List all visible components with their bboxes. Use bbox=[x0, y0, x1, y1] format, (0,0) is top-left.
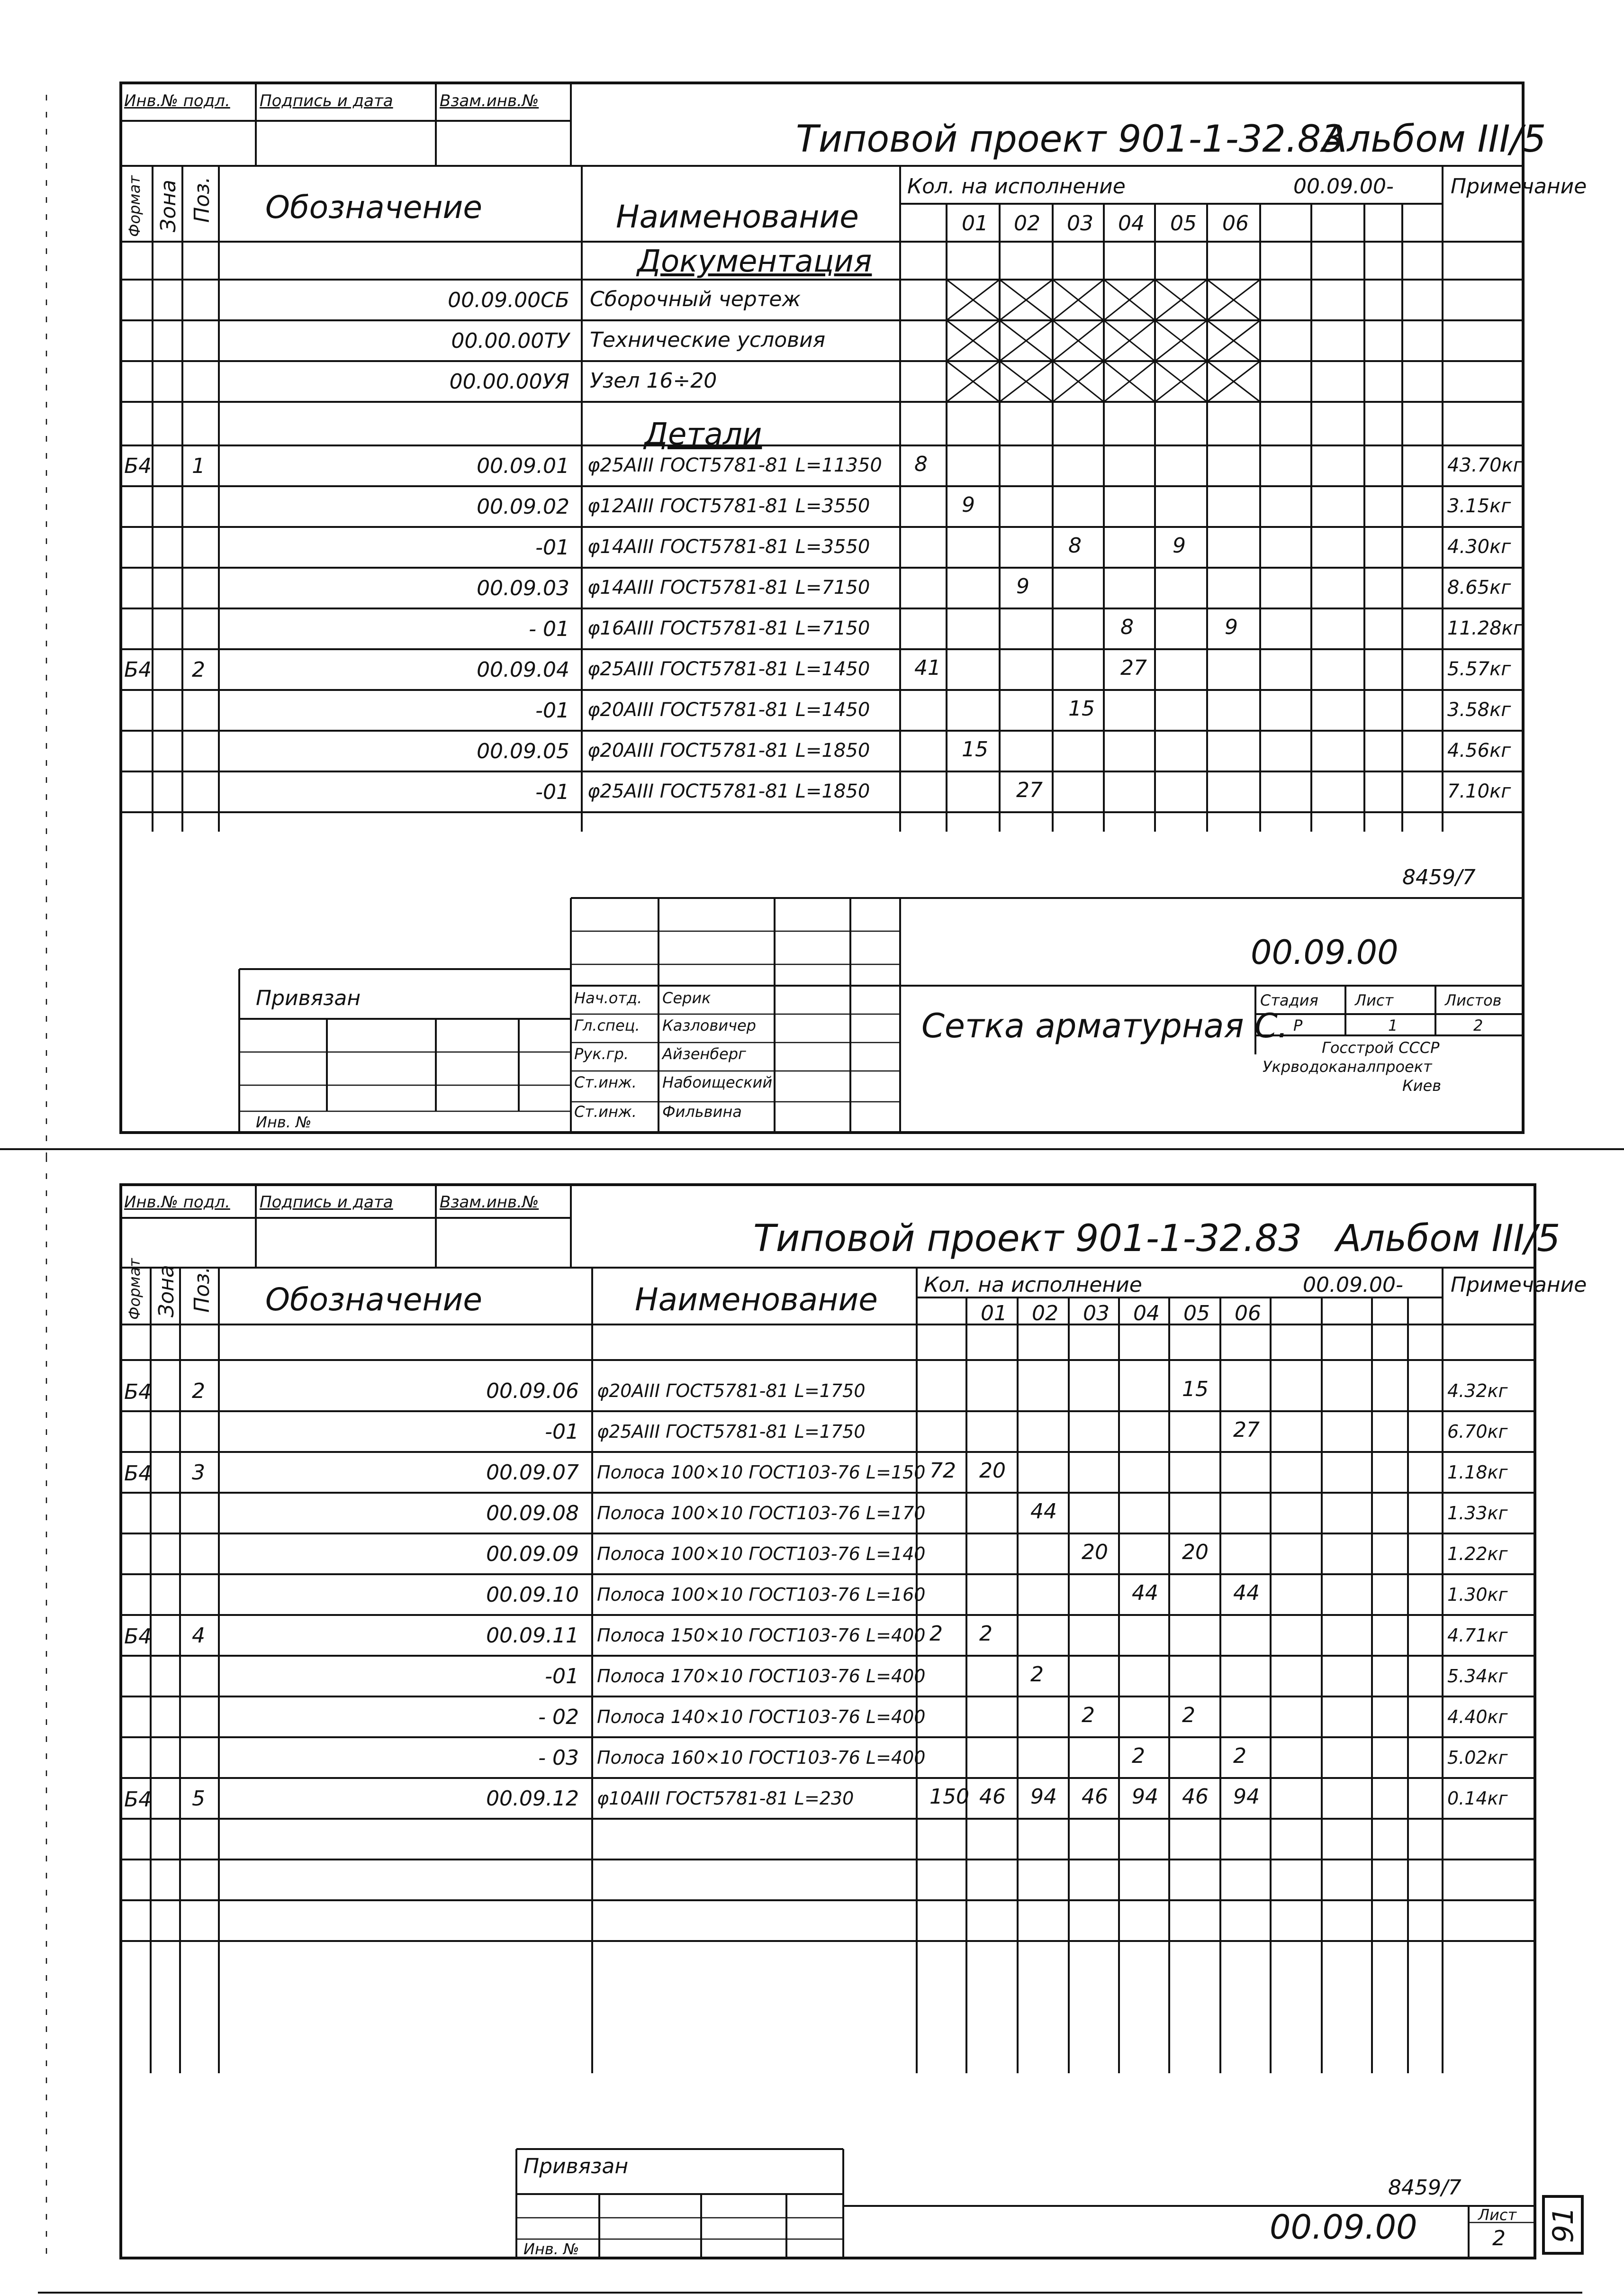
org-line-2: Укрводоканалпроект bbox=[1263, 1058, 1432, 1076]
col-pos-2: Поз. bbox=[190, 1266, 214, 1313]
part-mass: 1.33кг bbox=[1447, 1503, 1508, 1524]
col-zone-2: Зона bbox=[154, 1265, 179, 1317]
part-designation: 00.09.08 bbox=[486, 1501, 579, 1525]
corner-replace-label: Взам.инв.№ bbox=[440, 91, 539, 110]
part-name: φ25АIII ГОСТ5781-81 L=1750 bbox=[597, 1421, 866, 1442]
part-mass: 6.70кг bbox=[1447, 1421, 1508, 1442]
inv-no-label: Инв. № bbox=[256, 1113, 312, 1131]
part-quantity: 2 bbox=[929, 1622, 943, 1646]
part-quantity: 8 bbox=[914, 452, 928, 476]
album-label: Альбом III/5 bbox=[1322, 118, 1546, 161]
part-name: φ25АIII ГОСТ5781-81 L=1850 bbox=[587, 780, 870, 802]
part-quantity: 46 bbox=[979, 1785, 1006, 1809]
part-quantity: 46 bbox=[1082, 1785, 1108, 1809]
doc-name: Технические условия bbox=[590, 328, 826, 352]
doc-designation: 00.00.00ТУ bbox=[451, 329, 569, 353]
part-name: Полоса 100×10 ГОСТ103-76 L=170 bbox=[597, 1503, 926, 1524]
part-format: Б4 bbox=[124, 1624, 152, 1649]
signature-role: Рук.гр. bbox=[574, 1045, 629, 1063]
part-mass: 5.02кг bbox=[1447, 1747, 1508, 1768]
bound-label: Привязан bbox=[256, 986, 361, 1010]
section-documentation: Документация bbox=[637, 244, 872, 279]
sheets-count: 2 bbox=[1473, 1016, 1483, 1034]
signature-name: Айзенберг bbox=[662, 1045, 746, 1063]
col-name-2: Наименование bbox=[635, 1281, 878, 1318]
section-parts: Детали bbox=[644, 417, 762, 452]
part-mass: 4.30кг bbox=[1447, 536, 1511, 558]
part-mass: 5.57кг bbox=[1447, 658, 1511, 680]
part-quantity: 94 bbox=[1132, 1785, 1158, 1809]
part-name: φ20АIII ГОСТ5781-81 L=1450 bbox=[587, 699, 870, 721]
part-designation: 00.09.02 bbox=[477, 495, 569, 519]
part-mass: 4.71кг bbox=[1447, 1625, 1508, 1646]
part-quantity: 27 bbox=[1120, 656, 1147, 680]
org-line-1: Госстрой СССР bbox=[1322, 1039, 1440, 1057]
document-code: 00.09.00 bbox=[1251, 933, 1398, 972]
corner-replace-label-2: Взам.инв.№ bbox=[440, 1193, 539, 1212]
col-note-2: Примечание bbox=[1451, 1273, 1587, 1297]
project-title-2: Типовой проект 901-1-32.83 bbox=[753, 1217, 1302, 1260]
part-designation: -01 bbox=[545, 1664, 579, 1688]
part-quantity: 2 bbox=[1132, 1744, 1145, 1768]
sheet-label: Лист bbox=[1355, 991, 1394, 1009]
part-name: φ25АIII ГОСТ5781-81 L=1450 bbox=[587, 658, 870, 680]
part-designation: -01 bbox=[535, 780, 569, 804]
part-position: 3 bbox=[192, 1460, 205, 1485]
document-code-2: 00.09.00 bbox=[1270, 2208, 1417, 2247]
part-designation: 00.09.07 bbox=[486, 1460, 579, 1485]
col-name: Наименование bbox=[616, 199, 859, 235]
part-mass: 7.10кг bbox=[1447, 780, 1511, 802]
col-variant-05-2: 05 bbox=[1183, 1301, 1210, 1325]
corner-inv-label-2: Инв.№ подл. bbox=[124, 1193, 230, 1212]
part-mass: 4.56кг bbox=[1447, 740, 1511, 762]
part-name: φ25АIII ГОСТ5781-81 L=11350 bbox=[587, 454, 882, 476]
part-mass: 11.28кг bbox=[1447, 617, 1523, 639]
col-base-code-2: 00.09.00- bbox=[1303, 1273, 1403, 1297]
part-name: Полоса 100×10 ГОСТ103-76 L=140 bbox=[597, 1543, 926, 1564]
part-mass: 4.40кг bbox=[1447, 1706, 1508, 1727]
corner-sign-label-2: Подпись и дата bbox=[260, 1193, 393, 1212]
project-title: Типовой проект 901-1-32.83 bbox=[796, 118, 1344, 161]
col-zone: Зона bbox=[156, 180, 180, 232]
part-quantity: 9 bbox=[1225, 615, 1238, 639]
part-quantity: 2 bbox=[1233, 1744, 1246, 1768]
part-name: Полоса 150×10 ГОСТ103-76 L=400 bbox=[597, 1625, 926, 1646]
part-designation: -01 bbox=[535, 698, 569, 723]
part-position: 1 bbox=[192, 454, 205, 478]
part-designation: 00.09.06 bbox=[486, 1379, 579, 1403]
part-mass: 1.30кг bbox=[1447, 1584, 1508, 1605]
part-mass: 4.32кг bbox=[1447, 1380, 1508, 1401]
part-quantity: 20 bbox=[1182, 1540, 1209, 1564]
part-quantity: 44 bbox=[1030, 1499, 1057, 1524]
part-quantity: 20 bbox=[1082, 1540, 1108, 1564]
part-quantity: 9 bbox=[1016, 574, 1029, 599]
col-base-code: 00.09.00- bbox=[1293, 174, 1394, 199]
sheet-number-2: 2 bbox=[1492, 2226, 1506, 2250]
col-variant-02: 02 bbox=[1014, 211, 1040, 236]
col-qty-2: Кол. на исполнение bbox=[924, 1273, 1142, 1297]
signature-role: Ст.инж. bbox=[574, 1073, 637, 1091]
doc-name: Сборочный чертеж bbox=[590, 287, 801, 311]
col-designation-2: Обозначение bbox=[265, 1281, 482, 1318]
part-position: 2 bbox=[192, 1379, 205, 1403]
part-designation: -01 bbox=[545, 1420, 579, 1444]
part-quantity: 2 bbox=[1182, 1703, 1195, 1727]
col-designation: Обозначение bbox=[265, 189, 482, 226]
part-name: Полоса 100×10 ГОСТ103-76 L=160 bbox=[597, 1584, 926, 1605]
part-designation: 00.09.04 bbox=[477, 658, 569, 682]
part-name: φ12АIII ГОСТ5781-81 L=3550 bbox=[587, 495, 870, 517]
part-format: Б4 bbox=[124, 1461, 152, 1486]
specification-sheet-2 bbox=[0, 1156, 1624, 2295]
part-designation: 00.09.12 bbox=[486, 1787, 579, 1811]
part-format: Б4 bbox=[124, 454, 152, 478]
part-designation: 00.09.01 bbox=[477, 454, 569, 478]
signature-role: Нач.отд. bbox=[574, 989, 642, 1007]
part-name: φ14АIII ГОСТ5781-81 L=7150 bbox=[587, 577, 870, 599]
part-name: φ10АIII ГОСТ5781-81 L=230 bbox=[597, 1788, 854, 1809]
signature-role: Ст.инж. bbox=[574, 1103, 637, 1121]
part-quantity: 9 bbox=[962, 493, 975, 517]
page-number: 91 bbox=[1547, 2206, 1580, 2243]
part-designation: 00.09.05 bbox=[477, 739, 569, 763]
col-qty: Кол. на исполнение bbox=[907, 174, 1126, 199]
part-designation: 00.09.03 bbox=[477, 576, 569, 600]
part-position: 5 bbox=[192, 1787, 205, 1811]
col-variant-01-2: 01 bbox=[981, 1301, 1007, 1325]
part-name: Полоса 160×10 ГОСТ103-76 L=400 bbox=[597, 1747, 926, 1768]
corner-sign-label: Подпись и дата bbox=[260, 91, 393, 110]
part-quantity: 46 bbox=[1182, 1785, 1209, 1809]
part-quantity: 9 bbox=[1173, 534, 1186, 558]
part-name: φ20АIII ГОСТ5781-81 L=1750 bbox=[597, 1380, 866, 1401]
inv-no-label-2: Инв. № bbox=[523, 2240, 579, 2258]
signature-name: Серик bbox=[662, 989, 711, 1007]
sheet-ref: 8459/7 bbox=[1402, 865, 1476, 889]
doc-designation: 00.00.00УЯ bbox=[449, 370, 569, 394]
part-mass: 43.70кг bbox=[1447, 454, 1523, 476]
col-format: Формат bbox=[126, 175, 144, 237]
part-designation: - 03 bbox=[538, 1746, 579, 1770]
part-quantity: 44 bbox=[1132, 1581, 1158, 1605]
part-designation: 00.09.11 bbox=[486, 1624, 579, 1648]
sheet-ref-2: 8459/7 bbox=[1388, 2176, 1462, 2200]
col-variant-03: 03 bbox=[1067, 211, 1093, 236]
part-quantity: 72 bbox=[929, 1459, 956, 1483]
part-quantity: 8 bbox=[1120, 615, 1134, 639]
part-quantity: 41 bbox=[914, 656, 941, 680]
part-name: Полоса 100×10 ГОСТ103-76 L=150 bbox=[597, 1462, 926, 1483]
part-quantity: 94 bbox=[1030, 1785, 1057, 1809]
stage-label: Стадия bbox=[1260, 991, 1318, 1009]
sheet-number: 1 bbox=[1388, 1016, 1398, 1034]
part-designation: - 02 bbox=[538, 1705, 579, 1729]
part-format: Б4 bbox=[124, 1380, 152, 1404]
col-variant-01: 01 bbox=[962, 211, 988, 236]
part-format: Б4 bbox=[124, 658, 152, 682]
part-mass: 5.34кг bbox=[1447, 1666, 1508, 1687]
part-designation: - 01 bbox=[529, 617, 569, 641]
part-quantity: 15 bbox=[1068, 697, 1095, 721]
part-name: φ14АIII ГОСТ5781-81 L=3550 bbox=[587, 536, 870, 558]
stage-value: Р bbox=[1293, 1016, 1303, 1034]
doc-designation: 00.09.00СБ bbox=[448, 288, 569, 312]
part-designation: 00.09.10 bbox=[486, 1583, 579, 1607]
part-quantity: 2 bbox=[979, 1622, 992, 1646]
part-quantity: 8 bbox=[1068, 534, 1082, 558]
part-quantity: 27 bbox=[1016, 778, 1043, 802]
part-quantity: 94 bbox=[1233, 1785, 1260, 1809]
part-designation: -01 bbox=[535, 535, 569, 560]
part-position: 4 bbox=[192, 1624, 205, 1648]
album-label-2: Альбом III/5 bbox=[1336, 1217, 1561, 1260]
signature-name: Набоищеский bbox=[662, 1073, 773, 1091]
col-format-2: Формат bbox=[126, 1258, 144, 1320]
corner-inv-label: Инв.№ подл. bbox=[124, 91, 230, 110]
part-quantity: 44 bbox=[1233, 1581, 1260, 1605]
part-mass: 0.14кг bbox=[1447, 1788, 1508, 1809]
sheets-label: Листов bbox=[1445, 991, 1502, 1009]
col-variant-06-2: 06 bbox=[1235, 1301, 1261, 1325]
part-quantity: 20 bbox=[979, 1459, 1006, 1483]
signature-role: Гл.спец. bbox=[574, 1016, 640, 1034]
part-name: Полоса 170×10 ГОСТ103-76 L=400 bbox=[597, 1666, 926, 1687]
part-format: Б4 bbox=[124, 1787, 152, 1812]
org-line-3: Киев bbox=[1402, 1077, 1442, 1095]
col-variant-02-2: 02 bbox=[1032, 1301, 1058, 1325]
signature-name: Казловичер bbox=[662, 1016, 756, 1034]
part-quantity: 15 bbox=[1182, 1377, 1209, 1401]
col-variant-04-2: 04 bbox=[1133, 1301, 1160, 1325]
part-quantity: 150 bbox=[929, 1785, 969, 1809]
part-quantity: 27 bbox=[1233, 1418, 1260, 1442]
part-mass: 1.22кг bbox=[1447, 1543, 1508, 1564]
part-mass: 1.18кг bbox=[1447, 1462, 1508, 1483]
col-variant-03-2: 03 bbox=[1083, 1301, 1110, 1325]
part-position: 2 bbox=[192, 658, 205, 682]
signature-name: Фильвина bbox=[662, 1103, 742, 1121]
part-name: φ20АIII ГОСТ5781-81 L=1850 bbox=[587, 740, 870, 762]
part-name: φ16АIII ГОСТ5781-81 L=7150 bbox=[587, 617, 870, 639]
part-mass: 3.15кг bbox=[1447, 495, 1511, 517]
part-quantity: 15 bbox=[962, 737, 988, 762]
doc-name: Узел 16÷20 bbox=[590, 369, 717, 393]
col-variant-06: 06 bbox=[1222, 211, 1249, 236]
part-mass: 8.65кг bbox=[1447, 577, 1511, 599]
part-quantity: 2 bbox=[1030, 1662, 1044, 1687]
col-variant-05: 05 bbox=[1170, 211, 1197, 236]
part-designation: 00.09.09 bbox=[486, 1542, 579, 1566]
product-name: Сетка арматурная С. bbox=[921, 1007, 1288, 1045]
bound-label-2: Привязан bbox=[523, 2154, 629, 2178]
col-variant-04: 04 bbox=[1118, 211, 1145, 236]
sheet-label-2: Лист bbox=[1478, 2206, 1517, 2224]
part-name: Полоса 140×10 ГОСТ103-76 L=400 bbox=[597, 1706, 926, 1727]
col-pos: Поз. bbox=[190, 176, 214, 223]
part-quantity: 2 bbox=[1082, 1703, 1095, 1727]
part-mass: 3.58кг bbox=[1447, 699, 1511, 721]
col-note: Примечание bbox=[1451, 174, 1587, 199]
